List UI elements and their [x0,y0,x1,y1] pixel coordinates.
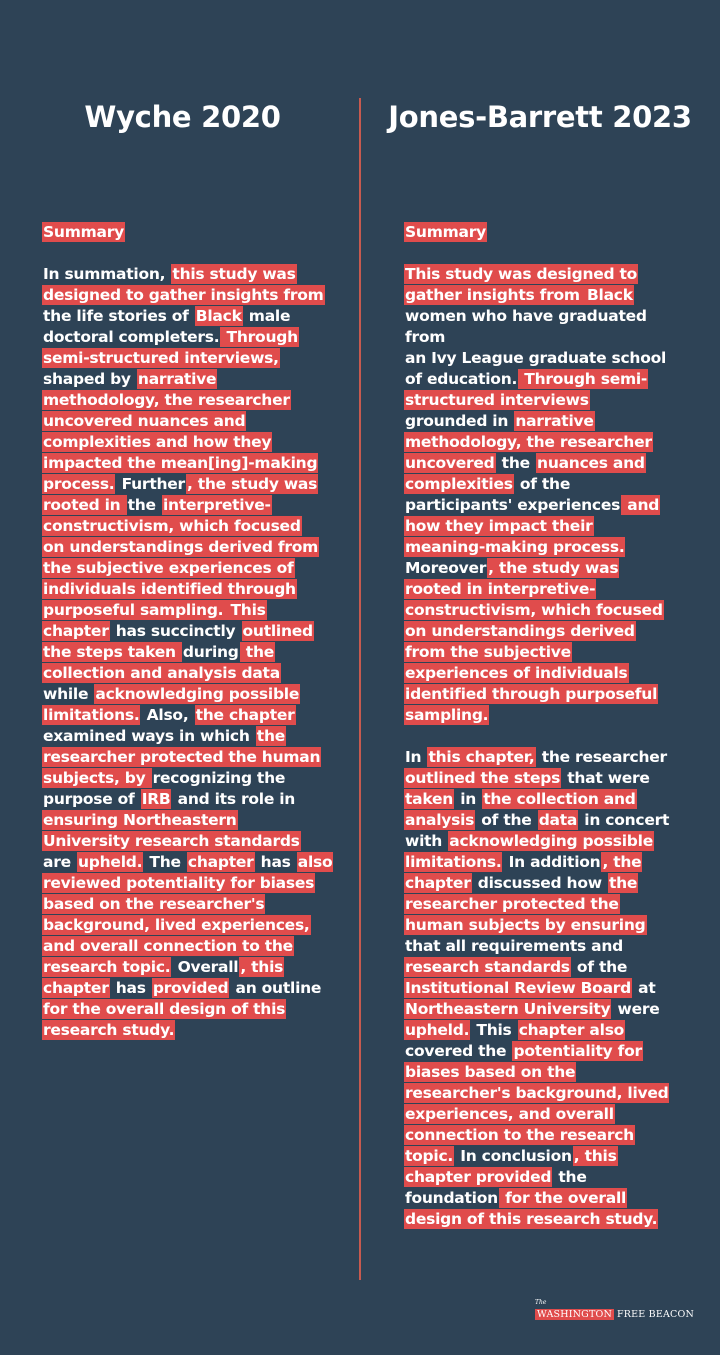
plain-text: during [182,643,239,661]
plain-text: recognizing the [152,769,286,787]
highlighted-text: on understandings derived [405,622,635,640]
text-line [42,978,342,999]
text-line [404,684,676,705]
highlighted-text: and overall connection to the [43,937,293,955]
plain-text: Also, [141,706,194,724]
plain-text: Further [116,475,185,493]
highlighted-text: designed to gather insights from [43,286,324,304]
plain-text: foundation [405,1189,498,1207]
highlighted-text: rooted in interpretive- [405,580,596,598]
highlighted-text: on understandings derived from [43,538,319,556]
text-line [404,1020,676,1041]
plain-text: The [144,853,186,871]
text-line [42,306,342,327]
highlighted-text: taken [405,790,454,808]
highlighted-text: nuances and [537,454,645,472]
left-column-text [42,222,342,1041]
plain-text: from [405,328,446,346]
plain-text: grounded in [405,412,514,430]
text-line [42,999,342,1020]
highlighted-text: collection and analysis data [43,664,280,682]
highlighted-text: , this [240,958,284,976]
highlighted-text: uncovered [405,454,495,472]
plain-text: doctoral completers. [43,328,220,346]
highlighted-text: chapter [43,622,109,640]
highlighted-text: meaning-making process. [405,538,625,556]
text-line [42,579,342,600]
text-line [404,1146,676,1167]
text-line [404,1188,676,1209]
highlighted-text: experiences, and overall [405,1105,614,1123]
highlighted-text: interpretive- [162,496,271,514]
text-line [42,411,342,432]
plain-text: In conclusion [455,1147,572,1165]
text-line [42,495,342,516]
text-line [404,390,676,411]
highlighted-text: and [622,496,660,514]
plain-text: were [612,1000,660,1018]
washington-free-beacon-logo [534,1299,694,1321]
text-line [404,453,676,474]
text-line [42,915,342,936]
text-line [404,537,676,558]
plain-text: the life stories of [43,307,194,325]
highlighted-text: connection to the research [405,1126,634,1144]
text-line [42,663,342,684]
text-line [42,705,342,726]
text-line [404,936,676,957]
blank-line [404,243,676,264]
highlighted-text: the subjective experiences of [43,559,294,577]
highlighted-text: experiences of individuals [405,664,628,682]
highlighted-text: researcher protected the human [43,748,321,766]
plain-text: In [405,748,427,766]
text-line [404,705,676,726]
highlighted-text: limitations. [405,853,502,871]
plain-text: In summation, [43,265,171,283]
text-line [42,957,342,978]
logo-free-beacon-text: FREE BEACON [617,1309,694,1320]
plain-text: examined ways in which [43,727,255,745]
text-line [404,1062,676,1083]
text-line [404,411,676,432]
highlighted-text: impacted the mean[ing]-making [43,454,318,472]
highlighted-text: This [225,601,266,619]
text-line [404,978,676,999]
highlighted-text: potentiality for [513,1042,642,1060]
text-line [42,642,342,663]
highlighted-text: rooted in [43,496,126,514]
highlighted-text: upheld. [405,1021,470,1039]
highlighted-text: complexities [405,475,513,493]
text-line [42,222,342,243]
right-column-text [404,222,676,1230]
highlighted-text: constructivism, which focused [405,601,663,619]
text-line [42,432,342,453]
plain-text: Overall [172,958,239,976]
highlighted-text: topic. [405,1147,454,1165]
highlighted-text: outlined the steps [405,769,561,787]
plain-text: of the [571,958,628,976]
text-line [404,327,676,348]
highlighted-text: human subjects by ensuring [405,916,646,934]
highlighted-text: the [608,874,638,892]
highlighted-text: narrative [137,370,217,388]
highlighted-text: provided [152,979,229,997]
highlighted-text: limitations. [43,706,140,724]
plain-text: shaped by [43,370,136,388]
highlighted-text: uncovered nuances and [43,412,246,430]
text-line [404,915,676,936]
text-line [404,1104,676,1125]
highlighted-text: the chapter [195,706,295,724]
text-line [42,873,342,894]
text-line [42,474,342,495]
highlighted-text: gather insights from [405,286,585,304]
highlighted-text: for the overall design of this [43,1000,286,1018]
text-line [404,1209,676,1230]
highlighted-text: Black [195,307,242,325]
text-line [42,726,342,747]
highlighted-text: based on the researcher's [43,895,265,913]
text-line [404,264,676,285]
text-line [42,831,342,852]
text-line [42,1020,342,1041]
plain-text: This [471,1021,517,1039]
highlighted-text: research topic. [43,958,171,976]
text-line [404,348,676,369]
highlighted-text: this study was [172,265,296,283]
highlighted-text: also [297,853,333,871]
highlighted-text: the [240,643,274,661]
text-line [404,873,676,894]
plain-text: of education. [405,370,518,388]
plain-text: an Ivy League graduate school [405,349,667,367]
highlighted-text: this chapter, [428,748,535,766]
highlighted-text: Institutional Review Board [405,979,632,997]
plain-text: that were [562,769,650,787]
highlighted-text: research study. [43,1021,175,1039]
plain-text: the [496,454,536,472]
text-line [404,474,676,495]
text-line [404,222,676,243]
highlighted-text: process. [43,475,115,493]
plain-text: the researcher [536,748,667,766]
highlighted-text: from the subjective [405,643,571,661]
blank-line [404,726,676,747]
text-line [404,810,676,831]
text-line [42,621,342,642]
highlighted-text: researcher protected the [405,895,619,913]
text-line [404,999,676,1020]
text-line [404,1167,676,1188]
highlighted-text: Through [221,328,298,346]
plain-text: of the [514,475,571,493]
text-line [42,369,342,390]
plain-text: at [633,979,656,997]
text-line [404,516,676,537]
plain-text: purpose of [43,790,140,808]
plain-text: the [127,496,161,514]
highlighted-text: , this [573,1147,617,1165]
text-line [404,852,676,873]
highlighted-text: methodology, the researcher [43,391,290,409]
text-line [404,306,676,327]
highlighted-text: Northeastern University [405,1000,611,1018]
highlighted-text: structured interviews [405,391,589,409]
plain-text: an outline [230,979,322,997]
highlighted-text: biases based on the [405,1063,576,1081]
text-line [42,852,342,873]
plain-text: covered the [405,1042,512,1060]
column-divider [359,98,361,1280]
plain-text: women who have graduated [405,307,647,325]
highlighted-text: chapter also [518,1021,625,1039]
plain-text: in concert [579,811,670,829]
column-title-right: Jones-Barrett 2023 [388,100,692,134]
plain-text: has succinctly [110,622,241,640]
text-line [42,285,342,306]
highlighted-text: Black [586,286,633,304]
text-line [404,642,676,663]
highlighted-text: chapter [405,874,471,892]
highlighted-text: analysis [405,811,475,829]
plain-text: has [255,853,296,871]
text-line [404,369,676,390]
text-line [42,600,342,621]
highlighted-text: reviewed potentiality for biases [43,874,315,892]
text-line [42,264,342,285]
highlighted-text: Summary [43,223,124,241]
text-line [404,789,676,810]
plain-text: has [110,979,151,997]
text-line [404,621,676,642]
highlighted-text: sampling. [405,706,489,724]
text-line [42,684,342,705]
highlighted-text: identified through purposeful [405,685,658,703]
text-line [42,348,342,369]
highlighted-text: upheld. [78,853,143,871]
logo-the-text: The [534,1299,547,1306]
highlighted-text: research standards [405,958,570,976]
text-line [42,516,342,537]
highlighted-text: subjects, by [43,769,151,787]
text-line [404,495,676,516]
plain-text: the [553,1168,587,1186]
text-line [404,1083,676,1104]
text-line [404,432,676,453]
text-line [42,894,342,915]
highlighted-text: data [538,811,578,829]
highlighted-text: semi-structured interviews, [43,349,279,367]
highlighted-text: IRB [141,790,171,808]
text-line [404,600,676,621]
highlighted-text: University research standards [43,832,300,850]
text-line [42,390,342,411]
text-line [42,789,342,810]
highlighted-text: , the study was [488,559,619,577]
plain-text: discussed how [472,874,607,892]
text-line [404,831,676,852]
highlighted-text: the [256,727,285,745]
highlighted-text: , the study was [186,475,318,493]
highlighted-text: for the overall [499,1189,627,1207]
highlighted-text: researcher's background, lived [405,1084,669,1102]
text-line [404,579,676,600]
highlighted-text: complexities and how they [43,433,272,451]
highlighted-text: This study was designed to [405,265,638,283]
highlighted-text: narrative [515,412,594,430]
text-line [404,747,676,768]
plain-text: in [455,790,482,808]
text-line [42,768,342,789]
highlighted-text: chapter [43,979,109,997]
text-line [42,936,342,957]
highlighted-text: methodology, the researcher [405,433,652,451]
text-line [404,957,676,978]
highlighted-text: outlined [242,622,313,640]
column-title-left: Wyche 2020 [84,100,281,134]
highlighted-text: background, lived experiences, [43,916,310,934]
highlighted-text: purposeful sampling. [43,601,224,619]
text-line [404,663,676,684]
text-line [42,810,342,831]
highlighted-text: the collection and [483,790,636,808]
text-line [42,537,342,558]
text-line [404,1125,676,1146]
plain-text: male [243,307,291,325]
highlighted-text: acknowledging possible [95,685,300,703]
highlighted-text: acknowledging possible [449,832,653,850]
plain-text: are [43,853,77,871]
text-line [404,1041,676,1062]
plain-text: In addition [503,853,601,871]
text-line [42,453,342,474]
highlighted-text: how they impact their [405,517,593,535]
highlighted-text: constructivism, which focused [43,517,301,535]
text-line [404,894,676,915]
highlighted-text: chapter [187,853,254,871]
text-line [404,285,676,306]
plain-text: participants' experiences [405,496,621,514]
highlighted-text: the steps taken [43,643,181,661]
plain-text: while [43,685,94,703]
highlighted-text: individuals identified through [43,580,296,598]
highlighted-text: design of this research study. [405,1210,658,1228]
plain-text: with [405,832,448,850]
plain-text: of the [476,811,537,829]
plain-text: Moreover [405,559,487,577]
text-line [42,327,342,348]
text-line [42,747,342,768]
text-line [404,558,676,579]
blank-line [42,243,342,264]
highlighted-text: chapter provided [405,1168,552,1186]
text-line [42,558,342,579]
logo-washington-text: WASHINGTON [536,1309,613,1320]
highlighted-text: , the [602,853,642,871]
plain-text: and its role in [172,790,296,808]
highlighted-text: Through semi- [519,370,648,388]
highlighted-text: ensuring Northeastern [43,811,237,829]
text-line [404,768,676,789]
plain-text: that all requirements and [405,937,624,955]
highlighted-text: Summary [405,223,486,241]
